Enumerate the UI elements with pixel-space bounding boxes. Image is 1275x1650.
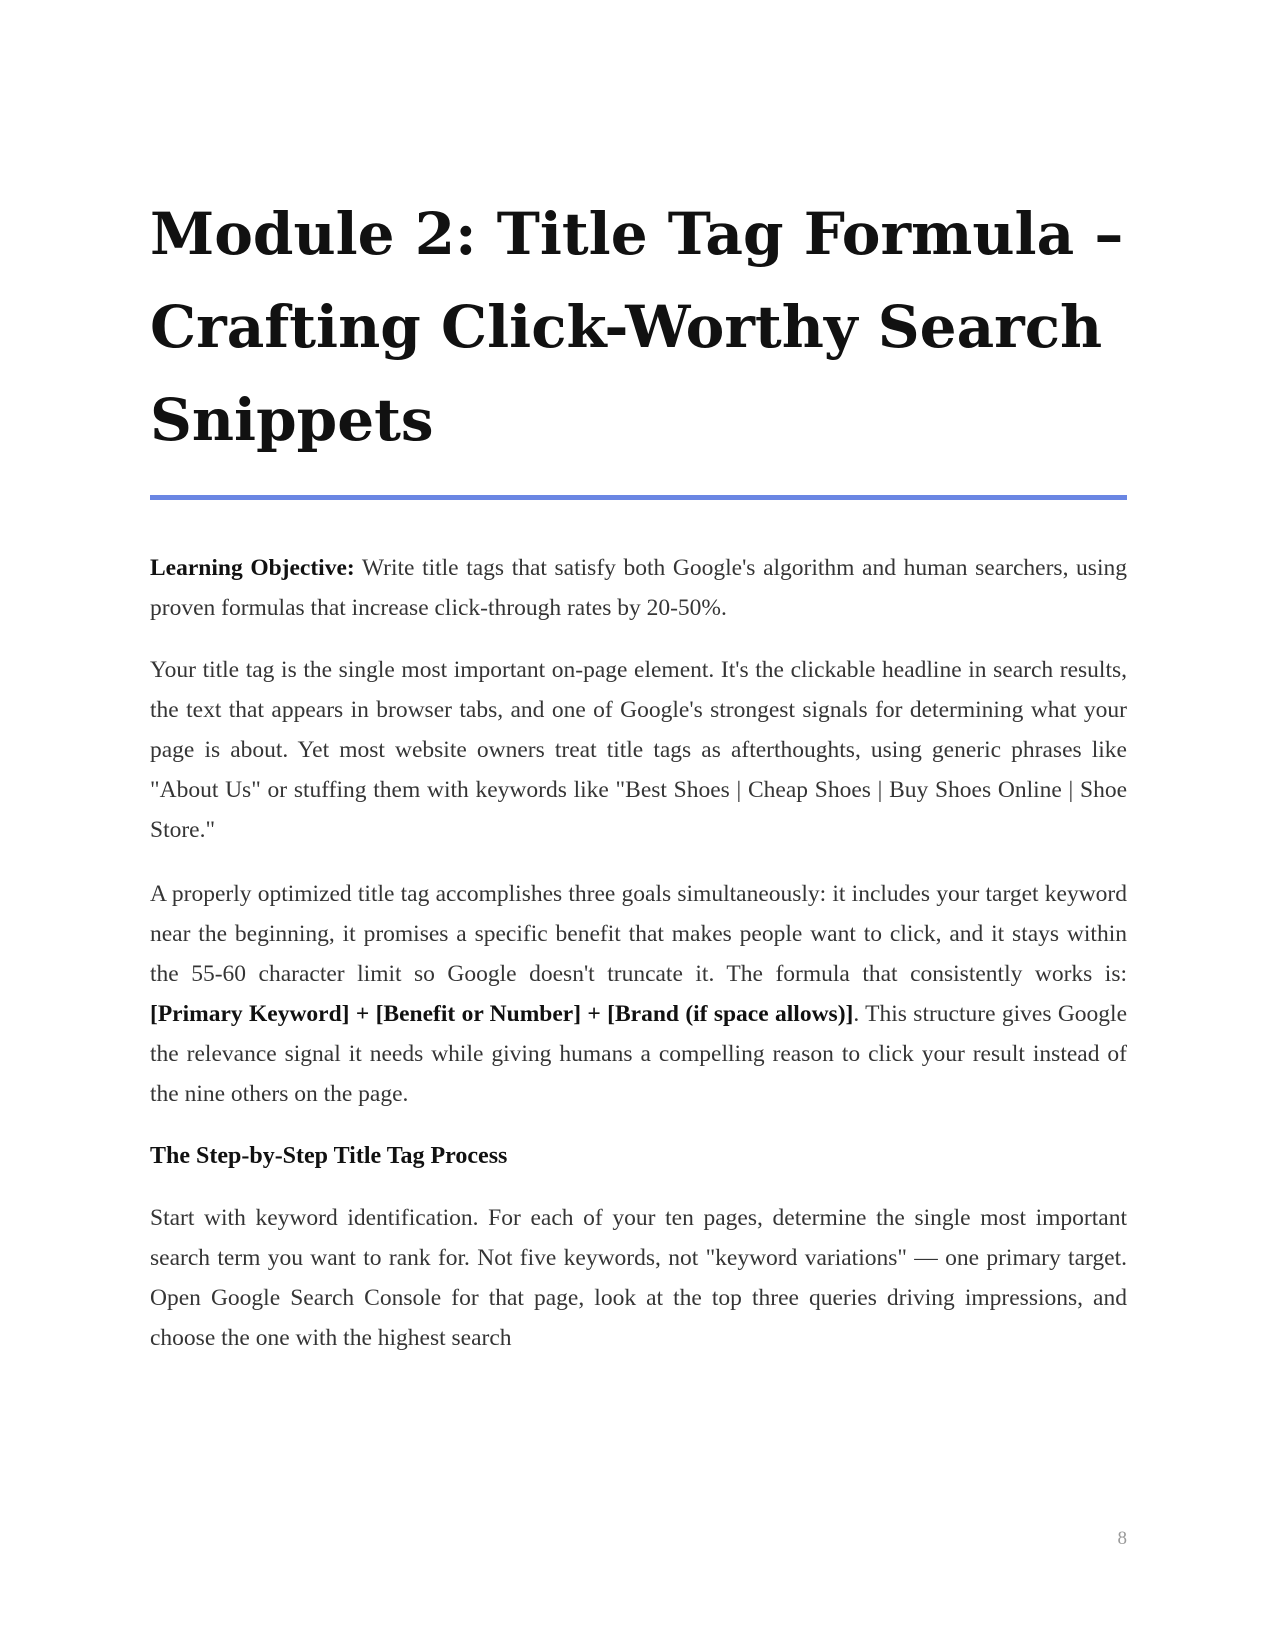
step-paragraph: Start with keyword identification. For each of your ten pages, determine the single most important search term you want to rank for. Not five keywords, not "keyword variations" — one primary target. Open Google Search Console for that page, look at the top three queries driving impressions, and choose the one with the highest search xyxy=(150,1205,1127,1351)
title-divider xyxy=(150,495,1127,500)
section-heading: The Step-by-Step Title Tag Process xyxy=(150,1143,508,1169)
learning-objective-text: Write title tags that satisfy both Google's algorithm and human searchers, using proven formulas that increase click-through rates by 20-50%. xyxy=(150,555,1127,621)
module-title: Module 2: Title Tag Formula – Crafting Click-Worthy Search Snippets xyxy=(150,200,1124,454)
page-content xyxy=(150,188,1127,1358)
page-number: 8 xyxy=(1117,1528,1127,1549)
goals-text-before: A properly optimized title tag accomplishes three goals simultaneously: it includes your target keyword near the beginning, it promises a specific benefit that makes people want to click, and it stays within the 55-60 character limit so Google doesn't truncate it. The formula that consistently works is: xyxy=(150,881,1127,987)
goals-text-after: . This structure gives Google the relevance signal it needs while giving humans a compelling reason to click your result instead of the nine others on the page. xyxy=(150,1001,1128,1107)
title-formula: [Primary Keyword] + [Benefit or Number] + [Brand (if space allows)] xyxy=(150,1001,854,1027)
learning-objective-label: Learning Objective: xyxy=(150,555,355,581)
goals-paragraph xyxy=(150,874,1127,1114)
learning-objective-paragraph xyxy=(150,548,1127,628)
intro-paragraph: Your title tag is the single most important on-page element. It's the clickable headline in search results, the text that appears in browser tabs, and one of Google's strongest signals for determining what your page is about. Yet most website owners treat title tags as afterthoughts, using generic phrases like "About Us" or stuffing them with keywords like "Best Shoes | Cheap Shoes | Buy Shoes Online | Shoe Store." xyxy=(150,657,1127,843)
